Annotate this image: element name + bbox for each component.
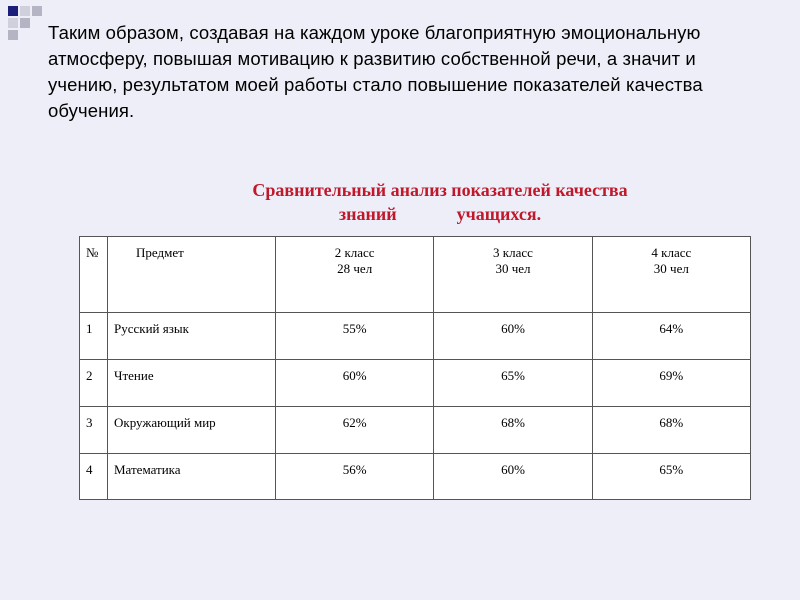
grades-table xyxy=(79,236,751,500)
row-num: 1 xyxy=(80,313,108,360)
table-header-row xyxy=(80,237,751,313)
intro-paragraph: Таким образом, создавая на каждом уроке благоприятную эмоциональную атмосферу, повышая мотивацию к развитию собственной речи, а значит и учению, результатом моей работы стало повышение показателей качества обучения. xyxy=(48,22,703,121)
row-value-grade-3: 65% xyxy=(434,360,592,407)
table-title-word-uchashchikhsya: учащихся. xyxy=(456,204,542,224)
table-title-line1: Сравнительный анализ показателей качества xyxy=(252,180,628,200)
row-value-grade-3: 60% xyxy=(434,313,592,360)
table-title xyxy=(160,178,720,226)
square-shape xyxy=(8,18,18,28)
row-value-grade-4: 68% xyxy=(592,407,750,454)
row-subject: Чтение xyxy=(108,360,276,407)
header-grade-2-label: 2 класс xyxy=(334,245,375,260)
row-value-grade-2: 55% xyxy=(276,313,434,360)
header-grade-2 xyxy=(276,237,434,313)
header-subject: Предмет xyxy=(108,237,276,313)
table-row xyxy=(80,360,751,407)
row-value-grade-4: 64% xyxy=(592,313,750,360)
header-grade-4 xyxy=(592,237,750,313)
row-value-grade-2: 56% xyxy=(276,454,434,500)
table-row xyxy=(80,313,751,360)
table-title-word-znaniy: знаний xyxy=(338,204,397,224)
row-value-grade-3: 60% xyxy=(434,454,592,500)
row-value-grade-4: 65% xyxy=(592,454,750,500)
table-row xyxy=(80,454,751,500)
square-shape xyxy=(8,6,18,16)
row-value-grade-3: 68% xyxy=(434,407,592,454)
row-subject: Математика xyxy=(108,454,276,500)
row-num: 4 xyxy=(80,454,108,500)
row-num: 3 xyxy=(80,407,108,454)
table-row xyxy=(80,407,751,454)
header-grade-3-label: 3 класс xyxy=(493,245,533,260)
row-num: 2 xyxy=(80,360,108,407)
row-value-grade-4: 69% xyxy=(592,360,750,407)
header-grade-3 xyxy=(434,237,592,313)
row-value-grade-2: 62% xyxy=(276,407,434,454)
square-shape xyxy=(20,6,30,16)
square-shape xyxy=(32,6,42,16)
header-grade-2-count: 28 чел xyxy=(337,261,373,276)
row-value-grade-2: 60% xyxy=(276,360,434,407)
header-grade-4-count: 30 чел xyxy=(653,261,689,276)
square-shape xyxy=(8,30,18,40)
table-title-line2 xyxy=(160,202,720,226)
header-grade-3-count: 30 чел xyxy=(495,261,531,276)
header-grade-4-label: 4 класс xyxy=(651,245,692,260)
row-subject: Окружающий мир xyxy=(108,407,276,454)
square-shape xyxy=(20,18,30,28)
row-subject: Русский язык xyxy=(108,313,276,360)
header-num: № xyxy=(80,237,108,313)
